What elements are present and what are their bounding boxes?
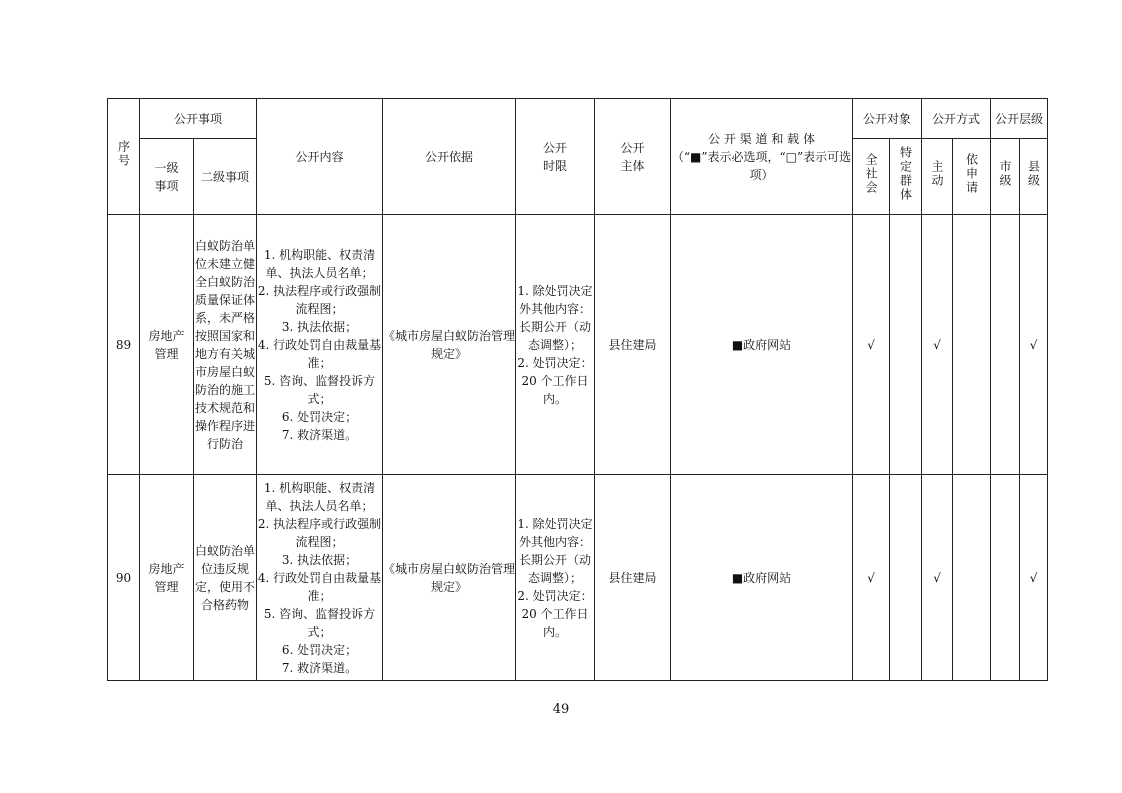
row-level1: 房地产管理	[140, 215, 194, 475]
header-level1: 一级事项	[140, 139, 194, 215]
header-method: 公开方式	[922, 99, 991, 139]
disclosure-table	[107, 98, 1048, 681]
row-basis: 《城市房屋白蚁防治管理规定》	[383, 215, 516, 475]
row-time-limit: 1. 除处罚决定外其他内容：长期公开（动态调整）； 2. 处罚决定：20 个工作日内。	[516, 215, 595, 475]
header-basis: 公开依据	[383, 99, 516, 215]
row-level1: 房地产管理	[140, 475, 194, 681]
row-level-county: √	[1020, 475, 1048, 681]
row-seq: 89	[108, 215, 140, 475]
header-time-limit: 公开时限	[516, 99, 595, 215]
header-item: 公开事项	[140, 99, 257, 139]
row-channel: ■政府网站	[671, 475, 853, 681]
row-level-city	[991, 475, 1020, 681]
table-row	[108, 215, 1048, 475]
row-target-all: √	[853, 215, 890, 475]
table-row	[108, 475, 1048, 681]
header-target: 公开对象	[853, 99, 922, 139]
header-level-county: 县级	[1020, 139, 1048, 215]
row-subject: 县住建局	[595, 475, 671, 681]
row-seq: 90	[108, 475, 140, 681]
row-time-limit: 1. 除处罚决定外其他内容：长期公开（动态调整）； 2. 处罚决定：20 个工作日内。	[516, 475, 595, 681]
header-level: 公开层级	[991, 99, 1048, 139]
row-level2: 白蚁防治单位违反规定，使用不合格药物	[194, 475, 257, 681]
header-level-city: 市级	[991, 139, 1020, 215]
row-subject: 县住建局	[595, 215, 671, 475]
row-target-specific	[890, 475, 922, 681]
header-channel: 公 开 渠 道 和 载 体 （“■”表示必选项，“□”表示可选项）	[671, 99, 853, 215]
header-seq: 序号	[108, 99, 140, 215]
row-method-request	[953, 475, 991, 681]
row-channel: ■政府网站	[671, 215, 853, 475]
header-method-active: 主动	[922, 139, 953, 215]
row-content: 1. 机构职能、权责清单、执法人员名单； 2. 执法程序或行政强制流程图； 3. 执法依据； 4. 行政处罚自由裁量基准； 5. 咨询、监督投诉方式； 6. 处罚决定； 7. 救济渠道。	[257, 475, 383, 681]
header-level2: 二级事项	[194, 139, 257, 215]
header-target-all: 全社会	[853, 139, 890, 215]
page-number: 49	[552, 702, 570, 717]
row-target-specific	[890, 215, 922, 475]
row-method-active: √	[922, 215, 953, 475]
row-content: 1. 机构职能、权责清单、执法人员名单； 2. 执法程序或行政强制流程图； 3. 执法依据； 4. 行政处罚自由裁量基准； 5. 咨询、监督投诉方式； 6. 处罚决定； 7. 救济渠道。	[257, 215, 383, 475]
row-target-all: √	[853, 475, 890, 681]
row-method-active: √	[922, 475, 953, 681]
header-method-request: 依申请	[953, 139, 991, 215]
row-method-request	[953, 215, 991, 475]
row-level-city	[991, 215, 1020, 475]
row-level2: 白蚁防治单位未建立健全白蚁防治质量保证体系，未严格按照国家和地方有关城市房屋白蚁防治的施工技术规范和操作程序进行防治	[194, 215, 257, 475]
header-target-specific: 特定群体	[890, 139, 922, 215]
header-content: 公开内容	[257, 99, 383, 215]
header-subject: 公开主体	[595, 99, 671, 215]
row-level-county: √	[1020, 215, 1048, 475]
row-basis: 《城市房屋白蚁防治管理规定》	[383, 475, 516, 681]
